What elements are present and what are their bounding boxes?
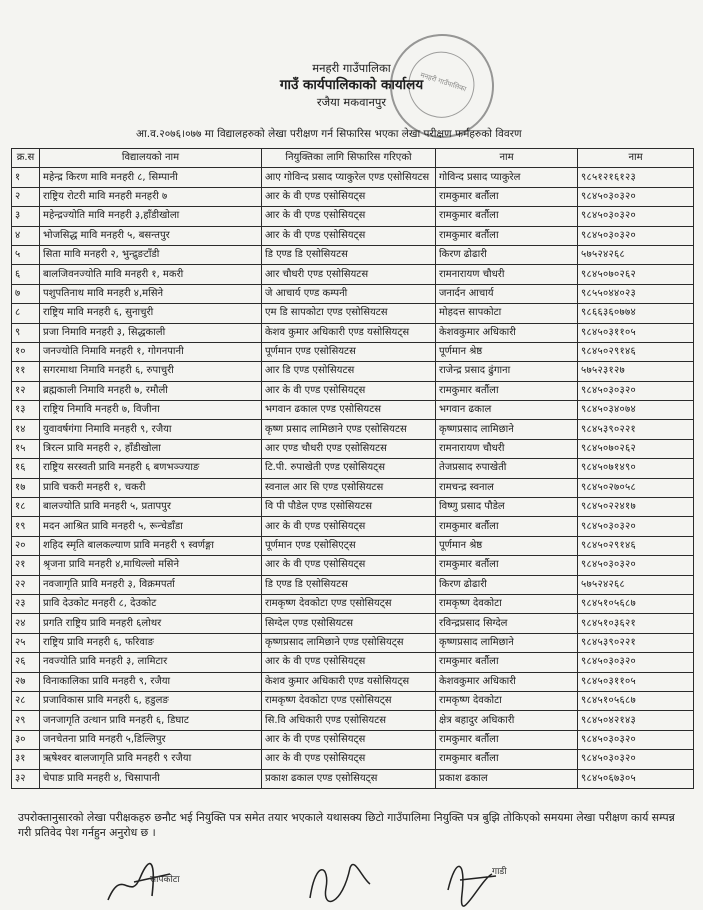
cell-school: नवज्योति प्रावि मनहरी ३, लामिटार <box>40 653 262 672</box>
cell-firm: स्वनाल आर सि एण्ड एसोसियटस <box>262 478 436 497</box>
cell-sn: १० <box>12 342 40 361</box>
table-row <box>12 769 694 788</box>
cell-firm: आर चौधरी एण्ड एसोसियटस <box>262 265 436 284</box>
cell-sn: ३० <box>12 730 40 749</box>
cell-number: ९८४५०२९१४६ <box>578 342 694 361</box>
cell-number: ९८४५०३०३२० <box>578 750 694 769</box>
table-row <box>12 711 694 730</box>
cell-name: किरण ढोढारी <box>436 575 578 594</box>
cell-firm: केशव कुमार अधिकारी एण्ड यसोसियट्स <box>262 672 436 691</box>
footer-note: उपरोक्तानुसारको लेखा परीक्षकहरु छनौट भई नियुक्ति पत्र समेत तयार भएकाले यथासक्य छिटो गाउँपालिमा नियुक्ति पत्र बुझि तोकिएको समयमा लेखा परीक्षण कार्य सम्पन्न गरी प्रतिवेद पेश गर्नहुन अनुरोध छ । <box>18 811 675 839</box>
table-row <box>12 459 694 478</box>
table-row <box>12 517 694 536</box>
cell-sn: ८ <box>12 304 40 323</box>
table-row <box>12 653 694 672</box>
cell-sn: १६ <box>12 459 40 478</box>
cell-name: रामचन्द्र स्वनाल <box>436 478 578 497</box>
cell-number: ९८४५०३११०५ <box>578 323 694 342</box>
table-row <box>12 362 694 381</box>
cell-number: ९८४५१०५६८७ <box>578 691 694 710</box>
cell-sn: ९ <box>12 323 40 342</box>
cell-firm: आर के वी एण्ड एसोसियट्स <box>262 556 436 575</box>
table-row <box>12 342 694 361</box>
table-row <box>12 614 694 633</box>
cell-sn: १५ <box>12 439 40 458</box>
cell-firm: आर के वी एण्ड एसोसियट्स <box>262 730 436 749</box>
cell-sn: १८ <box>12 498 40 517</box>
cell-name: रामकुमार बर्तौला <box>436 517 578 536</box>
cell-firm: आर के वी एण्ड एसोसियट्स <box>262 226 436 245</box>
cell-firm: आर के वी एण्ड एसोसियट्स <box>262 750 436 769</box>
cell-sn: २५ <box>12 633 40 652</box>
cell-name: गोविन्द प्रसाद प्याकुरेल <box>436 168 578 187</box>
cell-number: ९८५१२१६१२३ <box>578 168 694 187</box>
cell-name: प्रकाश ढकाल <box>436 769 578 788</box>
cell-sn: २ <box>12 187 40 206</box>
cell-school: त्रिरत्न प्रावि मनहरी २, हाँडीखोला <box>40 439 262 458</box>
table-row <box>12 401 694 420</box>
cell-firm: सिग्देल एण्ड एसोसियटस <box>262 614 436 633</box>
table-row <box>12 575 694 594</box>
table-header-row <box>12 149 694 168</box>
cell-number: ९८४५१०३६२१ <box>578 614 694 633</box>
cell-name: भगवान ढकाल <box>436 401 578 420</box>
cell-school: बालजिवनज्योति मावि मनहरी १, मकरी <box>40 265 262 284</box>
cell-sn: २२ <box>12 575 40 594</box>
cell-firm: पूर्णमान एण्ड एसोसिएट्स <box>262 536 436 555</box>
cell-sn: २१ <box>12 556 40 575</box>
cell-sn: १९ <box>12 517 40 536</box>
col-header-sn: क्र.स <box>12 149 40 168</box>
cell-school: प्रजाविकास प्रावि मनहरी ६, हडुलङ <box>40 691 262 710</box>
signature-right-label: गाडी <box>492 867 507 877</box>
cell-name: रामकृष्ण देवकोटा <box>436 594 578 613</box>
cell-school: प्रजा निमावि मनहरी ३, सिद्धकाली <box>40 323 262 342</box>
cell-firm: आर के वी एण्ड एसोसियट्स <box>262 517 436 536</box>
cell-number: ९८४५३९०२२१ <box>578 420 694 439</box>
cell-number: ९८४५०३०३२० <box>578 207 694 226</box>
cell-number: ५७५२४२६८ <box>578 575 694 594</box>
signature-right <box>440 850 550 908</box>
cell-name: विष्णु प्रसाद पौडेल <box>436 498 578 517</box>
cell-school: शहिद स्मृति बालकल्याण प्रावि मनहरी ९ स्वर्णङ्गा <box>40 536 262 555</box>
cell-firm: आर के वी एण्ड एसोसियट्स <box>262 207 436 226</box>
cell-sn: २० <box>12 536 40 555</box>
cell-name: रविन्द्रप्रसाद सिग्देल <box>436 614 578 633</box>
cell-firm: केशव कुमार अधिकारी एण्ड यसोसियट्स <box>262 323 436 342</box>
cell-name: मोहदत्त सापकोटा <box>436 304 578 323</box>
cell-sn: २९ <box>12 711 40 730</box>
cell-firm: कृष्ण प्रसाद लामिछाने एण्ड एसोसियटस <box>262 420 436 439</box>
cell-school: युवावर्षगंगा निमावि मनहरी ९, रजैया <box>40 420 262 439</box>
cell-sn: ३२ <box>12 769 40 788</box>
cell-firm: आर के वी एण्ड एसोसियट्स <box>262 381 436 400</box>
cell-school: जनज्योति निमावि मनहरी १, गोगनपानी <box>40 342 262 361</box>
cell-school: चेपाङ प्रावि मनहरी ४, चिसापानी <box>40 769 262 788</box>
cell-firm: वि पी पौडेल एण्ड एसोसियटस <box>262 498 436 517</box>
table-row <box>12 265 694 284</box>
cell-firm: रामकृष्ण देवकोटा एण्ड एसोसियट्स <box>262 594 436 613</box>
cell-firm: आर एण्ड चौधरी एण्ड एसोसियटस <box>262 439 436 458</box>
table-row <box>12 323 694 342</box>
table-row <box>12 226 694 245</box>
table-row <box>12 730 694 749</box>
cell-firm: आर के वी एण्ड एसोसियट्स <box>262 187 436 206</box>
cell-firm: कृष्णप्रसाद लामिछाने एण्ड एसोसियट्स <box>262 633 436 652</box>
cell-name: कृष्णप्रसाद लामिछाने <box>436 420 578 439</box>
table-row <box>12 420 694 439</box>
col-header-school: विद्यालयको नाम <box>40 149 262 168</box>
cell-sn: ३ <box>12 207 40 226</box>
cell-number: ९८६६३६०७७४ <box>578 304 694 323</box>
cell-number: ९८४५०३०३२० <box>578 381 694 400</box>
cell-firm: टि.पी. रुपाखेती एण्ड एसोसियट्स <box>262 459 436 478</box>
cell-name: रामनारायण चौधरी <box>436 439 578 458</box>
cell-name: पूर्णमान श्रेष्ठ <box>436 342 578 361</box>
cell-school: राष्ट्रिय सरस्वती प्रावि मनहरी ६ बणभञ्ज्याङ <box>40 459 262 478</box>
cell-name: रामकृष्ण देवकोटा <box>436 691 578 710</box>
cell-sn: ११ <box>12 362 40 381</box>
cell-name: रामनारायण चौधरी <box>436 265 578 284</box>
cell-sn: १२ <box>12 381 40 400</box>
cell-number: ९८४५०३०३२० <box>578 730 694 749</box>
cell-name: केशवकुमार अधिकारी <box>436 323 578 342</box>
seal-text: मनहरी गाउँपालिका <box>419 70 468 94</box>
cell-firm: आर डि एण्ड एसोसियटस <box>262 362 436 381</box>
cell-school: ब्रह्मकाली निमावि मनहरी ७, रमौली <box>40 381 262 400</box>
table-row <box>12 594 694 613</box>
cell-sn: १४ <box>12 420 40 439</box>
cell-sn: २३ <box>12 594 40 613</box>
cell-firm: डि एण्ड डि एसोसियटस <box>262 245 436 264</box>
cell-sn: १ <box>12 168 40 187</box>
cell-firm: आर के वी एण्ड एसोसियट्स <box>262 653 436 672</box>
cell-school: राष्ट्रिय रोटरी मावि मनहरी मनहरी ७ <box>40 187 262 206</box>
cell-firm: प्रकाश ढकाल एण्ड एसोसियट्स <box>262 769 436 788</box>
cell-firm: डि एण्ड डि एसोसियटस <box>262 575 436 594</box>
table-row <box>12 556 694 575</box>
table-row <box>12 304 694 323</box>
cell-school: सगरमाथा निमावि मनहरी ६, रुपाचुरी <box>40 362 262 381</box>
cell-name: रामकुमार बर्तौला <box>436 730 578 749</box>
cell-school: राष्ट्रिय निमावि मनहरी ७, विजीना <box>40 401 262 420</box>
cell-number: ९८४५०४२१४३ <box>578 711 694 730</box>
col-header-name: नाम <box>436 149 578 168</box>
office-name: गाउँ कार्यपालिकाको कार्यालय <box>279 77 424 93</box>
cell-sn: ६ <box>12 265 40 284</box>
cell-name: तेजप्रसाद रुपाखेती <box>436 459 578 478</box>
table-row <box>12 284 694 303</box>
signature-middle <box>300 848 390 908</box>
cell-sn: ७ <box>12 284 40 303</box>
cell-number: ९८४५१०५६८७ <box>578 594 694 613</box>
table-row <box>12 168 694 187</box>
document-header <box>0 60 703 111</box>
cell-name: रामकुमार बर्तौला <box>436 556 578 575</box>
cell-sn: १७ <box>12 478 40 497</box>
cell-firm: भगवान ढकाल एण्ड एसोसियटस <box>262 401 436 420</box>
cell-school: नवजागृति प्रावि मनहरी ३, विक्रमपर्ता <box>40 575 262 594</box>
cell-number: ९८४५०३०३२० <box>578 556 694 575</box>
cell-school: राष्ट्रिय मावि मनहरी ६, सुनाचुरी <box>40 304 262 323</box>
municipality-name: मनहरी गाउँपालिका <box>312 61 391 75</box>
cell-sn: ३१ <box>12 750 40 769</box>
col-header-firm: नियुक्तिका लागि सिफारिस गरिएको <box>262 149 436 168</box>
cell-school: बालज्योति प्रावि मनहरी ५, प्रतापपुर <box>40 498 262 517</box>
cell-number: ९८४५०३०३२० <box>578 517 694 536</box>
cell-number: ९८५५०४४०२३ <box>578 284 694 303</box>
cell-firm: आए गोविन्द प्रसाद प्याकुरेल एण्ड एसोसियटस <box>262 168 436 187</box>
cell-sn: २८ <box>12 691 40 710</box>
cell-number: ९८४५०२२४१७ <box>578 498 694 517</box>
cell-number: ९८४५०३०३२० <box>578 226 694 245</box>
cell-name: राजेन्द्र प्रसाद ढुंगाना <box>436 362 578 381</box>
cell-school: महेन्द्रज्योति मावि मनहरी ३,हाँडीखोला <box>40 207 262 226</box>
table-row <box>12 187 694 206</box>
table-row <box>12 381 694 400</box>
cell-sn: २७ <box>12 672 40 691</box>
cell-name: रामकुमार बर्तौला <box>436 207 578 226</box>
auditor-table <box>11 148 694 789</box>
cell-sn: २४ <box>12 614 40 633</box>
cell-name: पूर्णमान श्रेष्ठ <box>436 536 578 555</box>
cell-name: किरण ढोढारी <box>436 245 578 264</box>
table-row <box>12 498 694 517</box>
table-row <box>12 750 694 769</box>
cell-name: जनार्दन आचार्य <box>436 284 578 303</box>
table-row <box>12 207 694 226</box>
cell-name: केशवकुमार अधिकारी <box>436 672 578 691</box>
cell-number: ९८४५०७१४९० <box>578 459 694 478</box>
cell-sn: ५ <box>12 245 40 264</box>
cell-number: ५७५२३१२७ <box>578 362 694 381</box>
table-row <box>12 439 694 458</box>
cell-number: ९८४५०६७३०५ <box>578 769 694 788</box>
cell-number: ९८४५०२७०५८ <box>578 478 694 497</box>
signature-left-label: सापकोटा <box>150 875 180 885</box>
cell-school: मदन आश्रित प्रावि मनहरी ५, रून्चेडाँडा <box>40 517 262 536</box>
cell-sn: २६ <box>12 653 40 672</box>
cell-school: ऋषेश्वर बालजागृति प्रावि मनहरी ९ रजैया <box>40 750 262 769</box>
cell-school: प्रावि चकरी मनहरी १, चकरी <box>40 478 262 497</box>
cell-sn: १३ <box>12 401 40 420</box>
office-location: रजैया मकवानपुर <box>316 95 387 109</box>
cell-number: ९८४५०२९१४६ <box>578 536 694 555</box>
table-row <box>12 672 694 691</box>
cell-number: ९८४५३९०२२१ <box>578 633 694 652</box>
table-row <box>12 691 694 710</box>
cell-number: ९८४५०७०२६२ <box>578 439 694 458</box>
cell-school: विनाकालिका प्रावि मनहरी ९, रजैया <box>40 672 262 691</box>
table-row <box>12 245 694 264</box>
cell-school: भोजसिद्ध मावि मनहरी ५, बसन्तपुर <box>40 226 262 245</box>
cell-number: ९८४५०३०३२० <box>578 187 694 206</box>
cell-name: रामकुमार बर्तौला <box>436 750 578 769</box>
cell-name: रामकुमार बर्तौला <box>436 226 578 245</box>
cell-name: कृष्णप्रसाद लामिछाने <box>436 633 578 652</box>
cell-school: राष्ट्रिय प्रावि मनहरी ६, फरिवाङ <box>40 633 262 652</box>
table-row <box>12 478 694 497</box>
cell-school: जनचेतना प्रावि मनहरी ५,डिल्लिपुर <box>40 730 262 749</box>
table-body <box>12 168 694 789</box>
cell-number: ९८४५०३०३२० <box>578 653 694 672</box>
cell-school: पशुपतिनाथ मावि मनहरी ४,मसिने <box>40 284 262 303</box>
cell-school: जनजागृति उत्थान प्रावि मनहरी ६, डिघाट <box>40 711 262 730</box>
cell-firm: पूर्णमान एण्ड एसोसियटस <box>262 342 436 361</box>
cell-number: ९८४५०७०२६२ <box>578 265 694 284</box>
cell-school: प्रगति राष्ट्रिय प्रावि मनहरी ६लोथर <box>40 614 262 633</box>
cell-firm: जे आचार्य एण्ड कम्पनी <box>262 284 436 303</box>
cell-name: रामकुमार बर्तौला <box>436 187 578 206</box>
cell-name: रामकुमार बर्तौला <box>436 653 578 672</box>
cell-sn: ४ <box>12 226 40 245</box>
document-caption: आ.व.२०७६।०७७ मा विद्यालहरुको लेखा परीक्षण गर्न सिफारिस भएका लेखा परीक्षण फर्महरुको विवरण <box>136 128 522 140</box>
cell-number: ९८४५०३४०७४ <box>578 401 694 420</box>
cell-school: सिता मावि मनहरी २, भुन्द्रुङटाँडी <box>40 245 262 264</box>
cell-school: प्रावि देउकोट मनहरी ८, देउकोट <box>40 594 262 613</box>
col-header-number: नाम <box>578 149 694 168</box>
table-row <box>12 536 694 555</box>
cell-number: ९८४५०३११०५ <box>578 672 694 691</box>
table-row <box>12 633 694 652</box>
cell-school: महेन्द्र किरण मावि मनहरी ८, सिम्पानी <box>40 168 262 187</box>
cell-number: ५७५२४२६८ <box>578 245 694 264</box>
cell-firm: एम डि सापकोटा एण्ड एसोसियटस <box>262 304 436 323</box>
cell-name: क्षेत्र बहादुर अधिकारी <box>436 711 578 730</box>
cell-firm: रामकृष्ण देवकोटा एण्ड एसोसियट्स <box>262 691 436 710</box>
cell-name: रामकुमार बर्तौला <box>436 381 578 400</box>
cell-firm: सि.वि अधिकारी एण्ड एसोसियटस <box>262 711 436 730</box>
cell-school: श्रृजना प्रावि मनहरी ४,माथिल्लो मसिने <box>40 556 262 575</box>
